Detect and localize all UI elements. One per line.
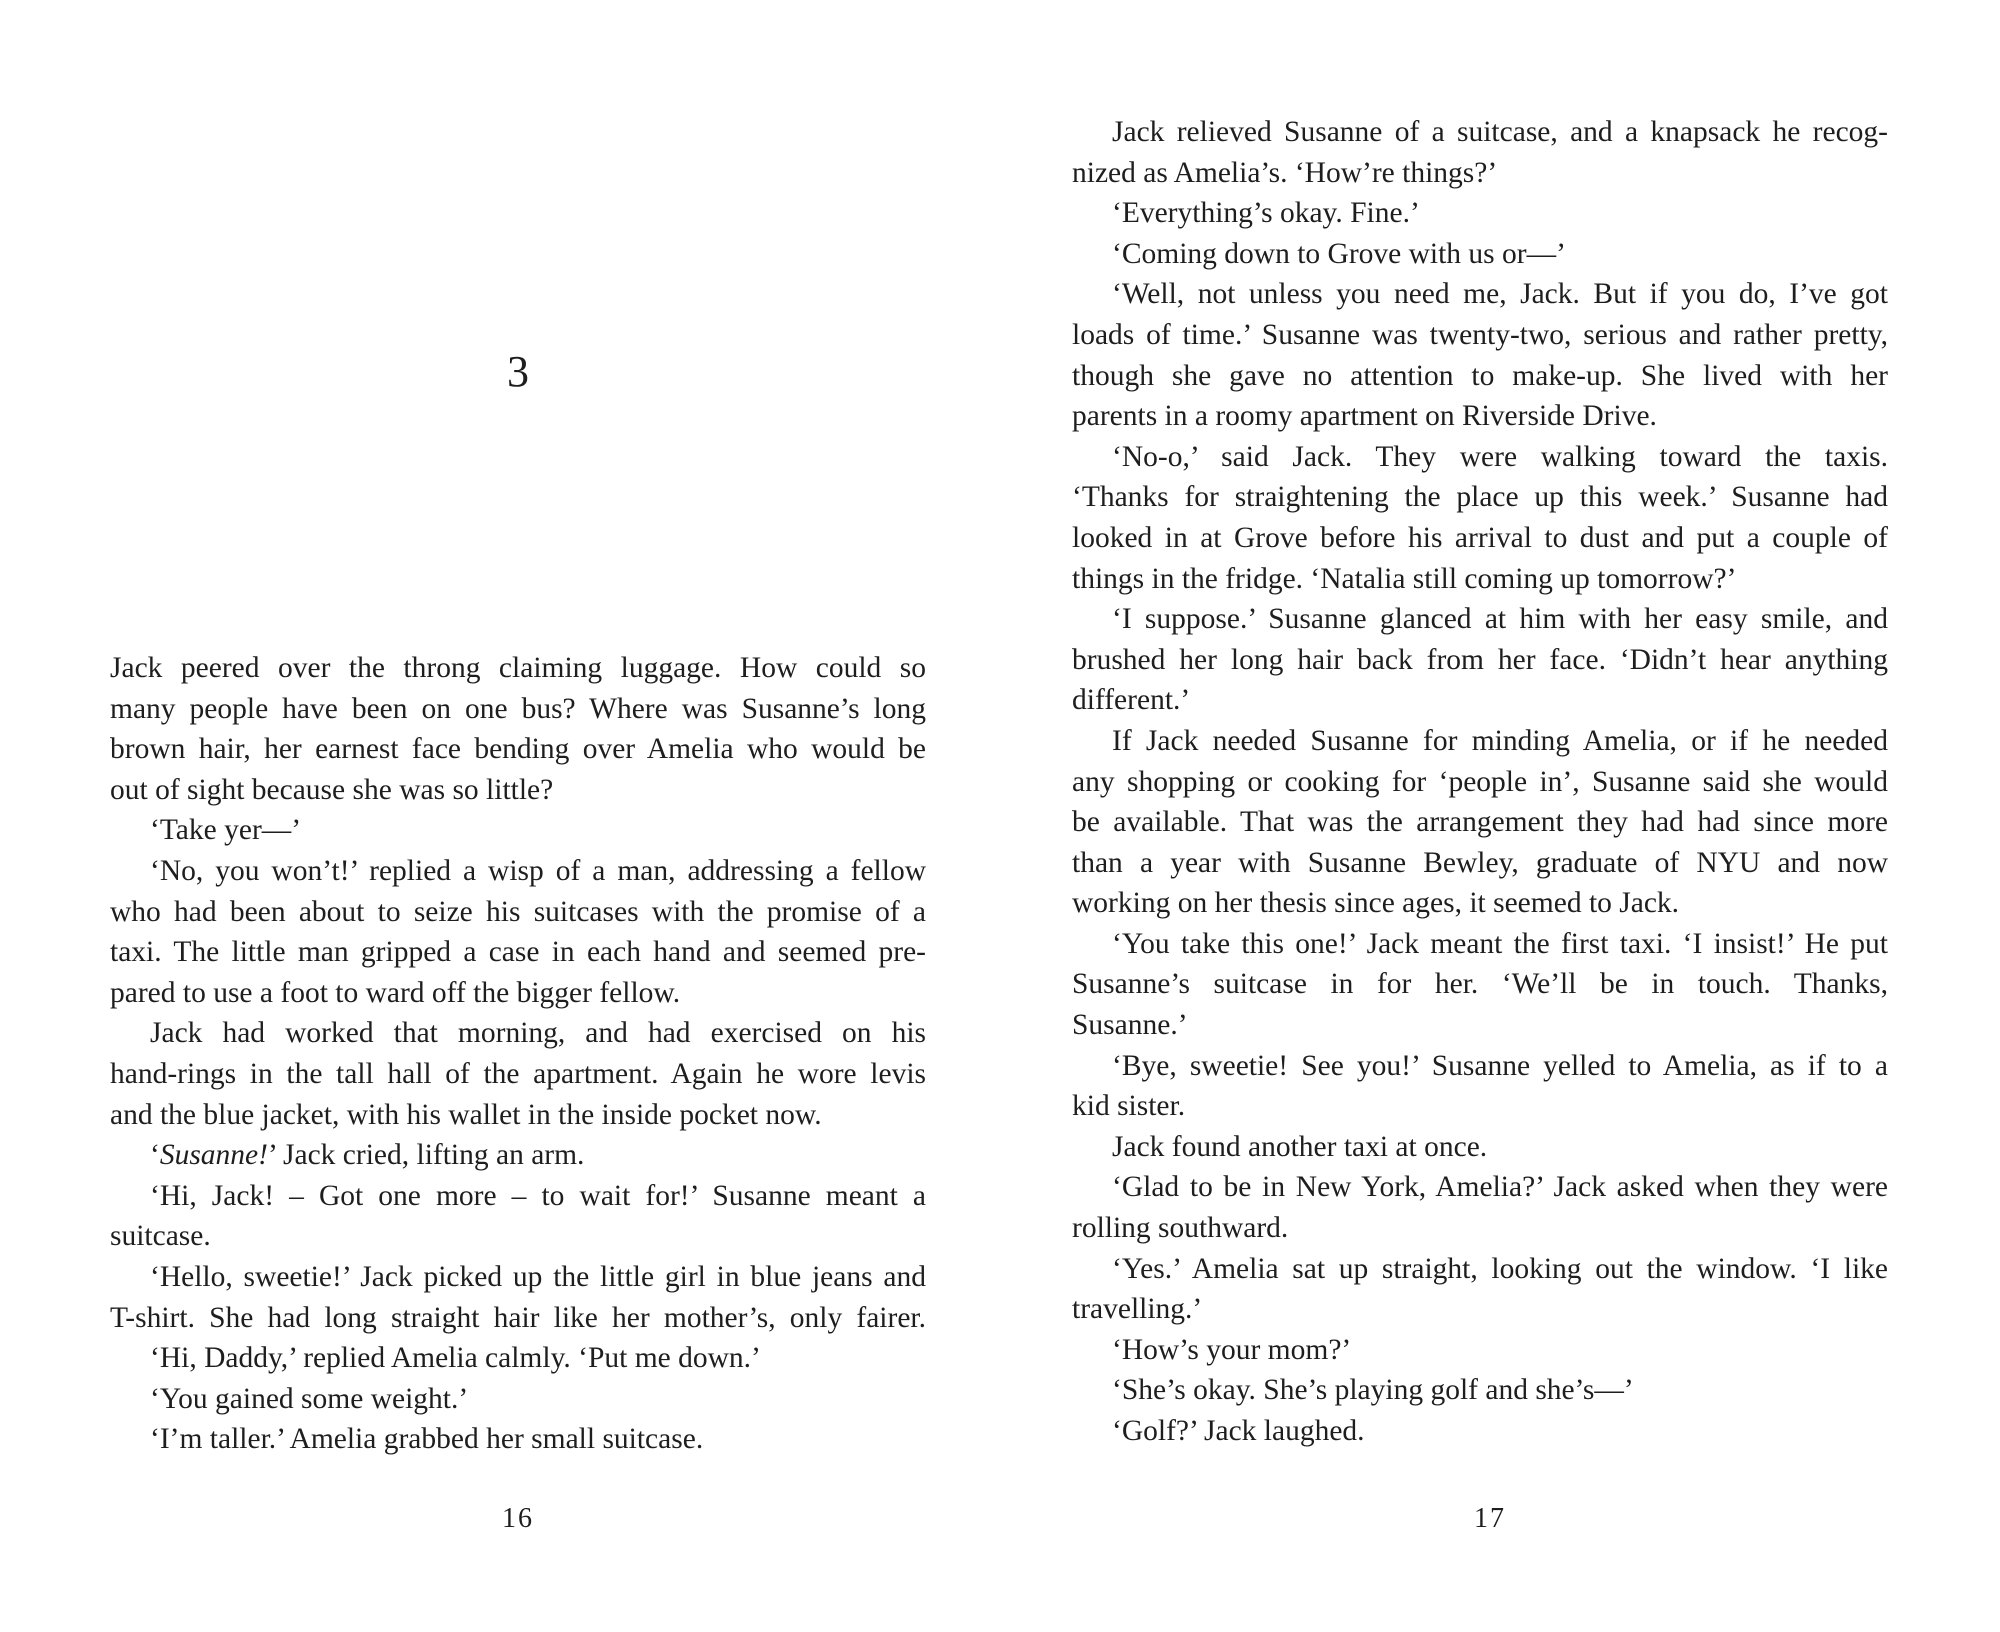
text-line: who had been about to seize his suitcases with the promise of a [110, 895, 926, 928]
text-line: looked in at Grove before his arrival to dust and put a couple of [1072, 521, 1888, 554]
text-line: and the blue jacket, with his wallet in the inside pocket now. [110, 1098, 822, 1131]
text-line: ‘You take this one!’ Jack meant the first taxi. ‘I insist!’ He put [1112, 927, 1888, 960]
text-line: nized as Amelia’s. ‘How’re things?’ [1072, 156, 1498, 189]
text-line: ‘Yes.’ Amelia sat up straight, looking out the window. ‘I like [1112, 1252, 1888, 1285]
text-line: rolling southward. [1072, 1212, 1289, 1245]
text-line: T-shirt. She had long straight hair like her mother’s, only fairer. [110, 1301, 926, 1334]
text-line: be available. That was the arrangement they had had since more [1072, 806, 1888, 839]
text-line: Jack found another taxi at once. [1112, 1130, 1488, 1163]
text-line: ‘I suppose.’ Susanne glanced at him with her easy smile, and [1112, 603, 1888, 636]
text-line: suitcase. [110, 1220, 211, 1253]
page-number: 16 [502, 1503, 534, 1534]
text-line: ‘You gained some weight.’ [150, 1382, 469, 1415]
text-line: though she gave no attention to make-up. She lived with her [1072, 359, 1888, 392]
text-line: ‘Hi, Jack! – Got one more – to wait for!’ Susanne meant a [150, 1179, 926, 1212]
text-line: different.’ [1072, 684, 1191, 717]
text-line: If Jack needed Susanne for minding Amelia, or if he needed [1112, 724, 1888, 757]
text-line: than a year with Susanne Bewley, graduate of NYU and now [1072, 846, 1888, 879]
text-line: many people have been on one bus? Where was Susanne’s long [110, 692, 926, 725]
text-line: ‘No-o,’ said Jack. They were walking toward the taxis. [1112, 440, 1888, 473]
text-line: ‘Susanne!’ Jack cried, lifting an arm. [150, 1139, 585, 1172]
text-line: ‘Everything’s okay. Fine.’ [1112, 197, 1420, 230]
text-line: kid sister. [1072, 1090, 1186, 1123]
text-line: ‘Hi, Daddy,’ replied Amelia calmly. ‘Put me down.’ [150, 1342, 761, 1375]
text-line: brushed her long hair back from her face. ‘Didn’t hear anything [1072, 643, 1888, 676]
text-line: parents in a roomy apartment on Riverside Drive. [1072, 400, 1657, 433]
text-line: Jack peered over the throng claiming luggage. How could so [110, 652, 926, 684]
text-line: ‘Glad to be in New York, Amelia?’ Jack asked when they were [1112, 1171, 1888, 1204]
text-line: Jack relieved Susanne of a suitcase, and a knapsack he recog- [1112, 116, 1888, 148]
text-line: travelling.’ [1072, 1293, 1203, 1326]
text-line: ‘I’m taller.’ Amelia grabbed her small suitcase. [150, 1423, 704, 1456]
text-line: Susanne.’ [1072, 1009, 1188, 1042]
text-line: hand-rings in the tall hall of the apartment. Again he wore levis [110, 1057, 926, 1090]
text-line: Jack had worked that morning, and had exercised on his [150, 1017, 926, 1050]
text-line: ‘No, you won’t!’ replied a wisp of a man, addressing a fellow [150, 854, 926, 887]
text-line: ‘Thanks for straightening the place up this week.’ Susanne had [1072, 481, 1888, 514]
right-page-body [1072, 112, 1888, 1452]
text-line: pared to use a foot to ward off the bigger fellow. [110, 976, 681, 1009]
left-page-body [110, 648, 926, 1460]
text-line: taxi. The little man gripped a case in each hand and seemed pre- [110, 936, 926, 969]
text-line: brown hair, her earnest face bending over Amelia who would be [110, 733, 926, 766]
text-line: out of sight because she was so little? [110, 773, 554, 806]
text-line: ‘Coming down to Grove with us or—’ [1112, 237, 1566, 270]
text-line: loads of time.’ Susanne was twenty-two, serious and rather pretty, [1072, 318, 1888, 351]
text-line: Susanne’s suitcase in for her. ‘We’ll be in touch. Thanks, [1072, 968, 1888, 1001]
text-line: ‘She’s okay. She’s playing golf and she’s—’ [1112, 1374, 1634, 1407]
text-line: any shopping or cooking for ‘people in’, Susanne said she would [1072, 765, 1888, 798]
chapter-number: 3 [507, 347, 529, 396]
text-line: ‘Take yer—’ [150, 814, 302, 847]
right-page [1000, 0, 2000, 1632]
text-line: ‘Hello, sweetie!’ Jack picked up the little girl in blue jeans and [150, 1260, 926, 1293]
text-line: ‘Bye, sweetie! See you!’ Susanne yelled to Amelia, as if to a [1112, 1049, 1888, 1082]
text-line: ‘Golf?’ Jack laughed. [1112, 1415, 1365, 1447]
text-line: working on her thesis since ages, it seemed to Jack. [1072, 887, 1680, 920]
text-line: ‘How’s your mom?’ [1112, 1333, 1352, 1366]
page-number: 17 [1474, 1503, 1506, 1534]
text-line: ‘Well, not unless you need me, Jack. But if you do, I’ve got [1112, 278, 1888, 311]
text-line: things in the fridge. ‘Natalia still coming up tomorrow?’ [1072, 562, 1737, 595]
